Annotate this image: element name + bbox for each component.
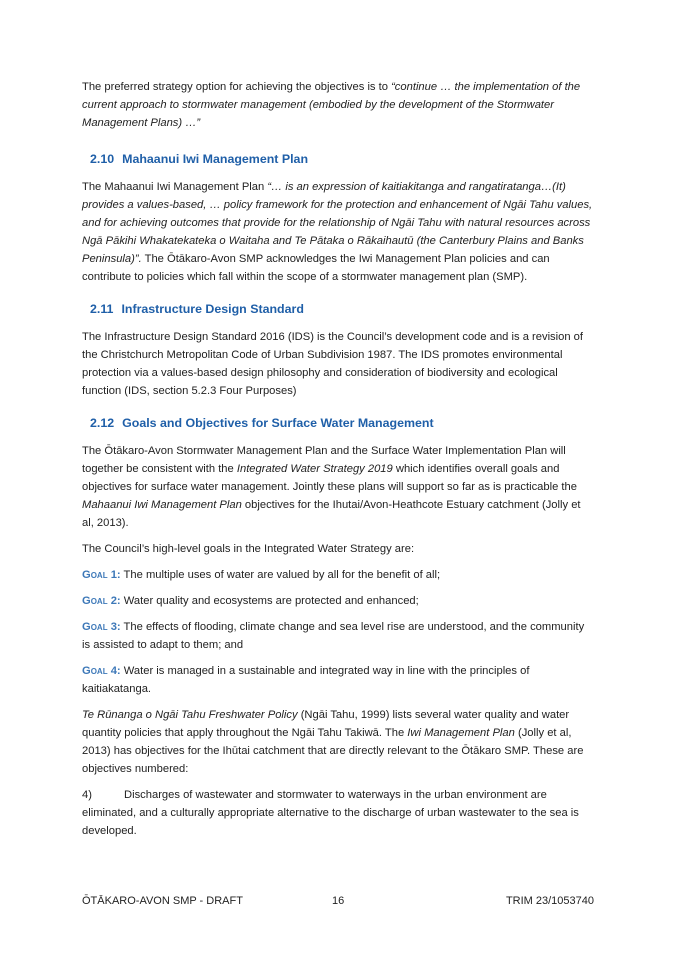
- iwi-quote: “… is an expression of kaitiakitanga and rangatiratanga…(It) provides a values-based, … policy framework for the protection and enhancement of Ngāi Tahu values, and for achieving outcomes that provide for the relationship of Ngāi Tahu with natural resources across Ngā Pākihi Whakatekateka o Waitaha and Te Pātaka o Rākaihautū (the Canterbury Plains and Banks Peninsula)”.: [82, 181, 593, 265]
- plan-title: Iwi Management Plan: [407, 727, 515, 739]
- goal-item: [82, 618, 594, 654]
- section-number: 2.12: [90, 416, 115, 430]
- strategy-title: Integrated Water Strategy 2019: [236, 463, 393, 475]
- text-run: The Ōtākaro-Avon Stormwater Management Plan and the Surface Water Implementation Plan will together be consistent with the: [82, 445, 566, 475]
- section-title: Mahaanui Iwi Management Plan: [122, 152, 309, 166]
- iwi-tail: The Ōtākaro-Avon SMP acknowledges the Iwi Management Plan policies and can contribute to policies which fall within the scope of a stormwater management plan (SMP).: [82, 253, 550, 283]
- objective-number: 4): [82, 789, 92, 801]
- policy-title: Te Rūnanga o Ngāi Tahu Freshwater Policy: [82, 709, 298, 721]
- goal-text: Water quality and ecosystems are protected and enhanced;: [120, 595, 419, 607]
- section-number: 2.11: [90, 302, 114, 316]
- text-run: which identifies overall goals and objectives for surface water management. Jointly these plans will support so far as is practicable the: [82, 463, 577, 493]
- intro-lead: The preferred strategy option for achieving the objectives is to: [82, 81, 392, 93]
- goal-label: Goal 2:: [82, 595, 121, 607]
- goal-label: Goal 3:: [82, 621, 121, 633]
- text-run: (Jolly et al, 2013) has objectives for the Ihūtai catchment that are directly relevant to the Ōtākaro SMP. These are objectives numbered:: [82, 727, 584, 775]
- freshwater-policy-paragraph: [82, 706, 594, 778]
- plan-title: Mahaanui Iwi Management Plan: [82, 499, 242, 511]
- goal-text: Water is managed in a sustainable and integrated way in line with the principles of kaitiakatanga.: [82, 665, 530, 695]
- ids-paragraph: The Infrastructure Design Standard 2016 (IDS) is the Council’s development code and is a revision of the Christchurch Metropolitan Code of Urban Subdivision 1987. The IDS promotes environmental protection via a values-based design philosophy and consideration of biodiversity and ecological function (IDS, section 5.2.3 Four Purposes): [82, 331, 584, 397]
- section-heading-2-12: [90, 414, 594, 432]
- text-run: (Ngāi Tahu, 1999) lists several water quality and water quantity policies that apply throughout the Ngāi Tahu Takiwā. The: [82, 709, 570, 739]
- goals-intro-paragraph: [82, 442, 594, 532]
- section-title: Goals and Objectives for Surface Water Management: [122, 416, 434, 430]
- footer-document-title: ŌTĀKARO-AVON SMP - DRAFT: [82, 895, 243, 907]
- goal-item: [82, 662, 594, 698]
- footer-trim-reference: TRIM 23/1053740: [505, 895, 594, 907]
- intro-paragraph: [82, 78, 594, 132]
- page-footer: [82, 892, 594, 910]
- goal-label: Goal 4:: [82, 665, 121, 677]
- objective-text: Discharges of wastewater and stormwater to waterways in the urban environment are eliminated, and a culturally appropriate alternative to the discharge of urban wastewater to the sea is developed.: [82, 789, 579, 837]
- intro-quote: “continue … the implementation of the current approach to stormwater management (embodied by the development of the Stormwater Management Plans) …”: [82, 81, 581, 129]
- section-number: 2.10: [90, 152, 115, 166]
- document-page: [82, 78, 594, 848]
- iwi-lead: The Mahaanui Iwi Management Plan: [82, 181, 268, 193]
- goal-label: Goal 1:: [82, 569, 121, 581]
- objective-item: [82, 786, 594, 840]
- goal-text: The multiple uses of water are valued by all for the benefit of all;: [120, 569, 441, 581]
- goal-item: [82, 566, 594, 584]
- section-heading-2-11: [90, 300, 594, 318]
- goal-text: The effects of flooding, climate change and sea level rise are understood, and the community is assisted to adapt to them; and: [82, 621, 585, 651]
- goals-lead-paragraph: The Council’s high-level goals in the Integrated Water Strategy are:: [82, 543, 415, 555]
- section-title: Infrastructure Design Standard: [121, 302, 304, 316]
- section-heading-2-10: [90, 150, 594, 168]
- text-run: objectives for the Ihutai/Avon-Heathcote Estuary catchment (Jolly et al, 2013).: [82, 499, 581, 529]
- goal-item: [82, 592, 594, 610]
- footer-page-number: 16: [332, 895, 345, 907]
- iwi-plan-paragraph: [82, 178, 594, 286]
